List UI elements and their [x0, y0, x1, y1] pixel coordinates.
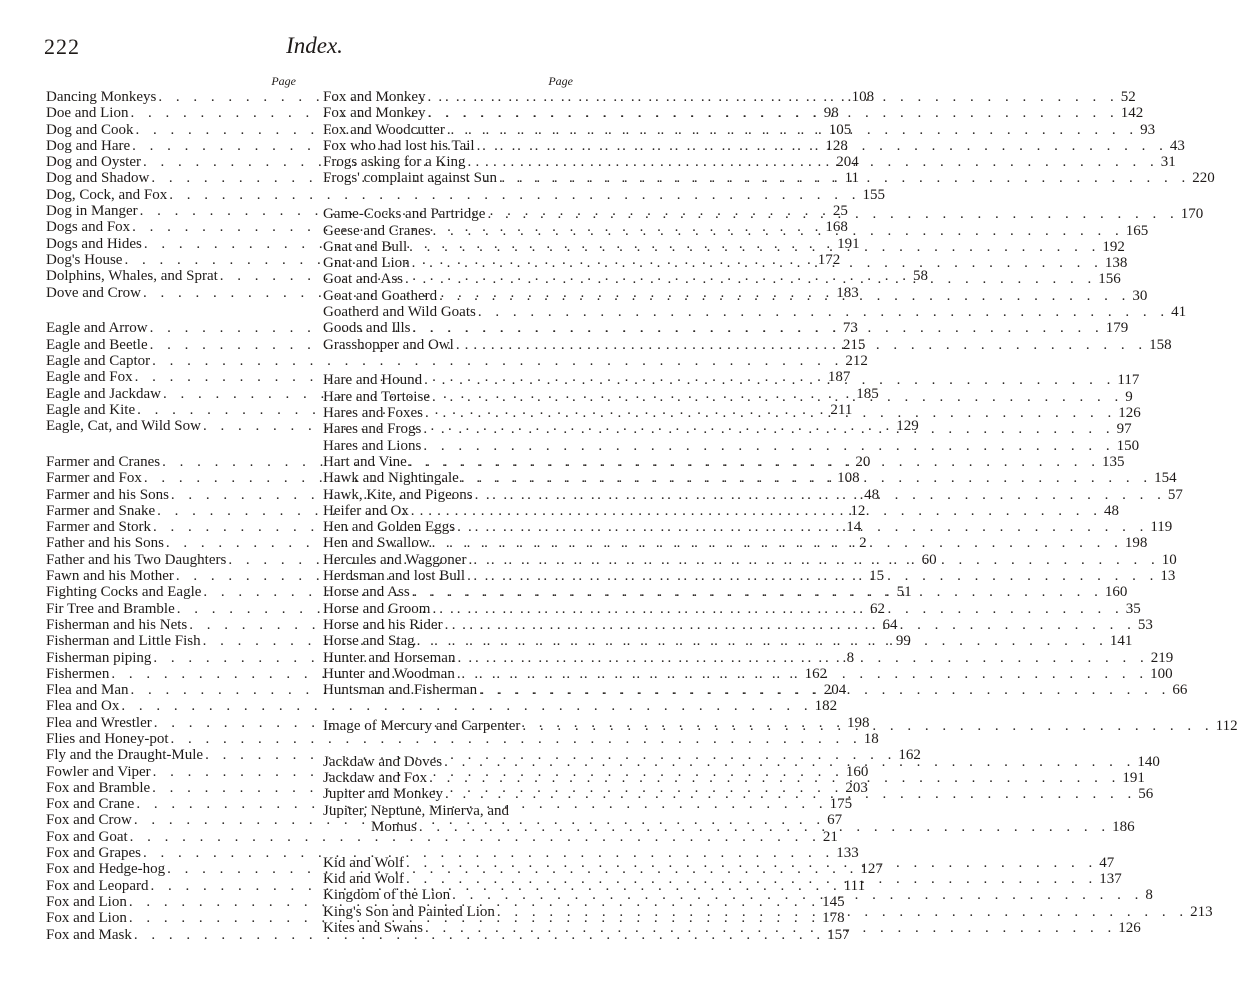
dot-leader	[430, 601, 1125, 617]
entry-page-number: 43	[1169, 137, 1185, 154]
entry-title: Kid and Wolf	[323, 854, 405, 871]
entry-title: Image of Mercury and Carpenter	[323, 717, 521, 734]
entry-title: Hunter and Woodman	[323, 665, 455, 682]
entry-page-number: 162	[898, 747, 921, 764]
entry-page-number: 119	[1150, 519, 1173, 536]
entry-page-number: 145	[822, 893, 845, 910]
entry-title: Dogs and Fox	[46, 219, 131, 236]
entry-title: Fishermen	[46, 665, 110, 682]
entry-title: Dog, Cock, and Fox	[46, 186, 168, 203]
dot-leader	[403, 271, 1098, 287]
dot-leader	[422, 372, 1117, 388]
entry-title: Fowler and Viper	[46, 763, 151, 780]
entry-page-number: 25	[832, 203, 848, 220]
entry-page-number: 191	[837, 235, 860, 252]
entry-title: Dog and Oyster	[46, 154, 141, 171]
entry-title: Fisherman and his Nets	[46, 616, 188, 633]
entry-title: Flea and Ox	[46, 698, 120, 715]
entry-page-number: 137	[1099, 870, 1122, 887]
entry-title: Hunter and Horseman	[323, 649, 456, 666]
entry-page-number: 141	[1109, 633, 1133, 650]
dot-leader	[477, 682, 1172, 698]
dot-leader	[443, 617, 1138, 633]
entry-page-number: 30	[1132, 287, 1148, 304]
entry-title: Grasshopper and Owl	[323, 336, 454, 353]
entry-title: Dog and Shadow	[46, 170, 150, 187]
page-column-label: Page	[271, 74, 296, 88]
entry-title: Flies and Honey-pot	[46, 730, 169, 747]
entry-page-number: 20	[855, 453, 871, 470]
entry-title: Eagle and Arrow	[46, 320, 148, 337]
entry-page-number: 140	[1137, 753, 1160, 770]
entry-page-number: 155	[862, 186, 885, 203]
entry-title: Farmer and Stork	[46, 519, 151, 536]
index-entry	[46, 352, 868, 369]
entry-page-number: 51	[896, 584, 912, 601]
entry-page-number: 97	[1116, 421, 1132, 438]
entry-page-number: 21	[822, 828, 838, 845]
dot-leader	[404, 871, 1099, 887]
entry-title: Goat and Goatherd	[323, 287, 438, 304]
entry-title: Fisherman piping	[46, 649, 152, 666]
entry-page-number: 172	[817, 251, 841, 268]
entry-title: Kid and Wolf	[323, 870, 405, 887]
entry-page-number: 12	[850, 502, 866, 519]
entry-page-number: 57	[1167, 486, 1183, 503]
entry-title: Hen and Golden Eggs	[323, 519, 456, 536]
entry-page-number: 186	[1112, 818, 1135, 835]
dot-leader	[455, 650, 1150, 666]
entry-title: Fighting Cocks and Eagle	[46, 584, 202, 601]
entry-title: Farmer and his Sons	[46, 486, 169, 503]
entry-title: Herdsman and lost Bull	[323, 568, 466, 585]
entry-page-number: 60	[921, 551, 937, 568]
letter-group-gap	[323, 835, 573, 855]
entry-page-number: 112	[1215, 717, 1238, 734]
entry-title: Flea and Man	[46, 682, 129, 699]
dot-leader	[476, 304, 1171, 320]
entry-title: Fir Tree and Bramble	[46, 600, 175, 617]
entry-title: Eagle and Captor	[46, 352, 151, 369]
entry-title: Fox and Grapes	[46, 845, 141, 862]
dot-leader	[430, 535, 1125, 551]
index-entry	[46, 845, 859, 862]
entry-title: Hen and Swallow	[323, 535, 430, 552]
entry-title: Game-Cocks and Partridge	[323, 206, 486, 223]
entry-title: Momus	[371, 818, 417, 835]
entry-title: Heifer and Ox	[323, 502, 409, 519]
entry-page-number: 66	[1172, 682, 1188, 699]
entry-page-number: 64	[882, 616, 898, 633]
dot-leader	[407, 454, 1102, 470]
entry-page-number: 128	[825, 137, 848, 154]
entry-page-number: 162	[804, 665, 828, 682]
entry-page-number: 31	[1160, 154, 1176, 171]
entry-page-number: 215	[842, 336, 866, 353]
dot-leader	[426, 89, 1121, 105]
entry-page-number: 2	[859, 535, 867, 552]
entry-title: Hawk, Kite, and Pigeons	[323, 486, 473, 503]
entry-title: Fox and Goat	[46, 828, 128, 845]
entry-title: King's Son and Painted Lion	[323, 903, 495, 920]
entry-title: Gnat and Bull	[323, 238, 408, 255]
dot-leader	[421, 438, 1116, 454]
entry-title: Fox and Crane	[46, 796, 135, 813]
entry-page-number: 187	[827, 369, 851, 386]
dot-leader	[423, 405, 1118, 421]
entry-page-number: 67	[827, 812, 843, 829]
entry-title: Doe and Lion	[46, 105, 129, 122]
entry-title: Hares and Foxes	[323, 405, 423, 422]
entry-title: Gnat and Lion	[323, 255, 410, 272]
dot-leader	[475, 138, 1170, 154]
entry-title: Fox and Woodcutter	[323, 121, 445, 138]
dot-leader	[443, 786, 1138, 802]
dot-leader	[465, 568, 1160, 584]
dot-leader	[426, 105, 1121, 121]
dot-leader	[421, 421, 1116, 437]
dot-leader	[407, 239, 1102, 255]
entry-title: Kites and Swans	[323, 919, 423, 936]
entry-page-number: 219	[1150, 649, 1174, 666]
entry-page-number: 14	[846, 519, 862, 536]
entry-title: Fox and Lion	[46, 893, 127, 910]
entry-page-number: 108	[837, 470, 860, 487]
letter-group-gap	[46, 301, 296, 321]
entry-page-number: 160	[845, 763, 869, 780]
entry-title: Eagle and Fox	[46, 369, 133, 386]
entry-page-number: 100	[1150, 665, 1173, 682]
entry-title: Dogs and Hides	[46, 235, 142, 252]
dot-leader	[427, 770, 1122, 786]
entry-page-number: 211	[830, 401, 853, 418]
page-column-label: Page	[548, 74, 573, 88]
entry-page-number: 56	[1138, 786, 1154, 803]
entry-title: Eagle and Kite	[46, 401, 136, 418]
entry-title: Fox and Monkey	[323, 105, 426, 122]
dot-leader	[497, 170, 1192, 186]
entry-page-number: 117	[1117, 372, 1140, 389]
entry-page-number: 108	[851, 89, 875, 105]
entry-title: Dog's House	[46, 251, 123, 268]
entry-page-number: 8	[846, 649, 855, 666]
entry-title: Horse and Groom	[323, 600, 431, 617]
entry-page-number: 126	[1118, 919, 1141, 936]
entry-page-number: 93	[1140, 121, 1156, 138]
dot-leader	[454, 337, 1149, 353]
entry-page-number: 41	[1171, 304, 1187, 321]
entry-page-number: 183	[836, 284, 859, 301]
entry-page-number: 35	[1125, 600, 1141, 617]
entry-title: Hawk and Nightingale	[323, 470, 459, 487]
dot-leader	[459, 470, 1154, 486]
letter-group-gap	[323, 734, 573, 754]
index-entry	[323, 304, 1187, 321]
entry-page-number: 47	[1099, 854, 1115, 871]
dot-leader	[410, 255, 1105, 271]
dot-leader	[430, 223, 1125, 239]
entry-page-number: 99	[895, 633, 911, 650]
entry-title: Fox who had lost his Tail	[323, 137, 475, 154]
entry-page-number: 212	[845, 352, 868, 369]
entry-page-number: 213	[1190, 903, 1213, 920]
entry-page-number: 129	[896, 418, 919, 435]
entry-page-number: 13	[1160, 568, 1176, 585]
entry-title: Dolphins, Whales, and Sprat	[46, 268, 218, 285]
dot-leader	[450, 887, 1145, 903]
entry-page-number: 127	[860, 861, 883, 878]
page-number: 222	[44, 34, 80, 59]
entry-title: Dove and Crow	[46, 284, 141, 301]
entry-page-number: 158	[1149, 336, 1172, 353]
entry-page-number: 105	[828, 121, 852, 138]
entry-page-number: 135	[1102, 453, 1125, 470]
entry-title: Horse and his Rider	[323, 616, 443, 633]
entry-page-number: 198	[847, 714, 870, 731]
dot-leader	[442, 754, 1137, 770]
entry-page-number: 62	[870, 600, 885, 617]
entry-page-number: 165	[1125, 222, 1149, 239]
entry-page-number: 168	[825, 219, 848, 236]
entry-page-number: 156	[1098, 271, 1121, 288]
dot-leader	[495, 904, 1190, 920]
entry-page-number: 48	[864, 486, 880, 503]
entry-title: Hart and Vine	[323, 453, 407, 470]
entry-page-number: 98	[823, 105, 839, 122]
index-entry	[46, 828, 838, 845]
entry-title: Goat and Ass	[323, 271, 403, 288]
dot-leader	[430, 389, 1125, 405]
entry-page-number: 73	[842, 320, 858, 337]
entry-title: Geese and Cranes	[323, 222, 431, 239]
entry-page-number: 203	[845, 779, 868, 796]
dot-leader	[411, 320, 1106, 336]
entry-title: Dancing Monkeys	[46, 89, 157, 105]
entry-title: Hare and Hound	[323, 372, 423, 389]
dot-leader	[520, 718, 1215, 734]
dot-leader	[466, 552, 1161, 568]
entry-page-number: 111	[843, 877, 866, 894]
entry-title: Dog and Hare	[46, 137, 131, 154]
entry-title: Fox and Crow	[46, 812, 132, 829]
entry-page-number: 126	[1118, 405, 1141, 422]
entry-title: Eagle and Beetle	[46, 336, 148, 353]
dot-leader	[404, 855, 1099, 871]
dot-leader	[485, 206, 1180, 222]
entry-title: Eagle, Cat, and Wild Sow	[46, 418, 201, 435]
dot-leader	[455, 519, 1150, 535]
entry-page-number: 175	[829, 796, 853, 813]
entry-page-number: 170	[1180, 206, 1204, 223]
dot-leader	[423, 920, 1118, 936]
index-entry	[323, 803, 573, 819]
running-head-title: Index.	[286, 33, 343, 58]
index-entry	[323, 649, 1174, 666]
index-entry	[46, 698, 838, 715]
entry-page-number: 157	[827, 926, 850, 943]
entry-page-number: 52	[1120, 89, 1136, 105]
entry-title: Hare and Tortoise	[323, 388, 430, 405]
dot-leader	[437, 288, 1132, 304]
entry-title: Frogs asking for a King	[323, 154, 466, 171]
entry-title: Fox and Bramble	[46, 779, 151, 796]
entry-page-number: 204	[836, 154, 859, 171]
entry-title: Jackdaw and Fox	[323, 769, 428, 786]
entry-page-number: 179	[1105, 320, 1129, 337]
dot-leader	[410, 584, 1105, 600]
entry-page-number: 192	[1102, 238, 1125, 255]
dot-leader	[445, 122, 1140, 138]
entry-title: Frogs' complaint against Sun	[323, 170, 497, 187]
entry-title: Fox and Hedge-hog	[46, 861, 166, 878]
entry-title: Kingdom of the Lion	[323, 887, 451, 904]
letter-group-gap	[323, 698, 573, 718]
entry-page-number: 178	[822, 910, 845, 927]
index-entry	[323, 437, 1140, 454]
entry-page-number: 15	[869, 568, 885, 585]
entry-title: Huntsman and Fisherman	[323, 682, 478, 699]
entry-title: Hercules and Waggoner	[323, 551, 467, 568]
entry-page-number: 9	[1125, 388, 1133, 405]
entry-page-number: 150	[1116, 437, 1140, 454]
entry-page-number: 58	[913, 268, 929, 285]
entry-page-number: 133	[836, 845, 859, 862]
letter-group-gap	[323, 353, 573, 373]
entry-page-number: 8	[1145, 887, 1153, 904]
entry-title: Fisherman and Little Fish	[46, 633, 201, 650]
entry-page-number: 142	[1120, 105, 1144, 122]
entry-page-number: 10	[1161, 551, 1177, 568]
entry-page-number: 185	[856, 385, 879, 402]
letter-group-gap	[323, 187, 573, 207]
entry-page-number: 48	[1104, 502, 1120, 519]
dot-leader	[473, 487, 1168, 503]
entry-title: Goods and Ills	[323, 320, 411, 337]
entry-page-number: 198	[1124, 535, 1148, 552]
entry-title: Farmer and Cranes	[46, 453, 161, 470]
entry-title: Farmer and Fox	[46, 470, 142, 487]
dot-leader	[466, 154, 1161, 170]
entry-title: Fox and Mask	[46, 926, 132, 943]
index-entry	[46, 186, 885, 203]
index-entry	[46, 730, 879, 747]
entry-title: Horse and Stag	[323, 633, 415, 650]
letter-group-gap	[46, 434, 296, 454]
entry-title: Eagle and Jackdaw	[46, 385, 161, 402]
entry-title: Hares and Frogs	[323, 421, 422, 438]
entry-title: Fox and Lion	[46, 910, 127, 927]
entry-page-number: 160	[1104, 584, 1128, 601]
index-entry	[323, 535, 1148, 552]
entry-title: Fox and Monkey	[323, 89, 426, 105]
entry-title: Jackdaw and Doves	[323, 753, 443, 770]
entry-page-number: 191	[1122, 769, 1145, 786]
entry-page-number: 154	[1154, 470, 1177, 487]
dot-leader	[455, 666, 1150, 682]
entry-title: Jupiter, Neptune, Minerva, and	[323, 802, 510, 819]
entry-page-number: 204	[823, 682, 847, 699]
entry-title: Flea and Wrestler	[46, 714, 152, 731]
entry-title: Horse and Ass	[323, 584, 410, 601]
entry-page-number: 18	[863, 730, 879, 747]
entry-title: Father and his Sons	[46, 535, 164, 552]
entry-title: Dog and Cook	[46, 121, 134, 138]
entry-title: Jupiter and Monkey	[323, 786, 443, 803]
dot-leader	[409, 503, 1104, 519]
entry-page-number: 182	[814, 698, 838, 715]
entry-title: Dog in Manger	[46, 203, 138, 220]
entry-title: Fly and the Draught-Mule	[46, 747, 204, 764]
entry-title: Farmer and Snake	[46, 502, 156, 519]
entry-title: Fawn and his Mother	[46, 568, 174, 585]
dot-leader	[415, 633, 1110, 649]
dot-leader	[417, 819, 1112, 835]
entry-page-number: 11	[844, 170, 860, 187]
entry-title: Goatherd and Wild Goats	[323, 304, 476, 321]
entry-page-number: 220	[1192, 170, 1215, 187]
entry-page-number: 53	[1137, 616, 1153, 633]
entry-title: Father and his Two Daughters	[46, 551, 227, 568]
entry-page-number: 138	[1104, 255, 1128, 272]
entry-title: Hares and Lions	[323, 437, 422, 454]
entry-title: Fox and Leopard	[46, 877, 149, 894]
